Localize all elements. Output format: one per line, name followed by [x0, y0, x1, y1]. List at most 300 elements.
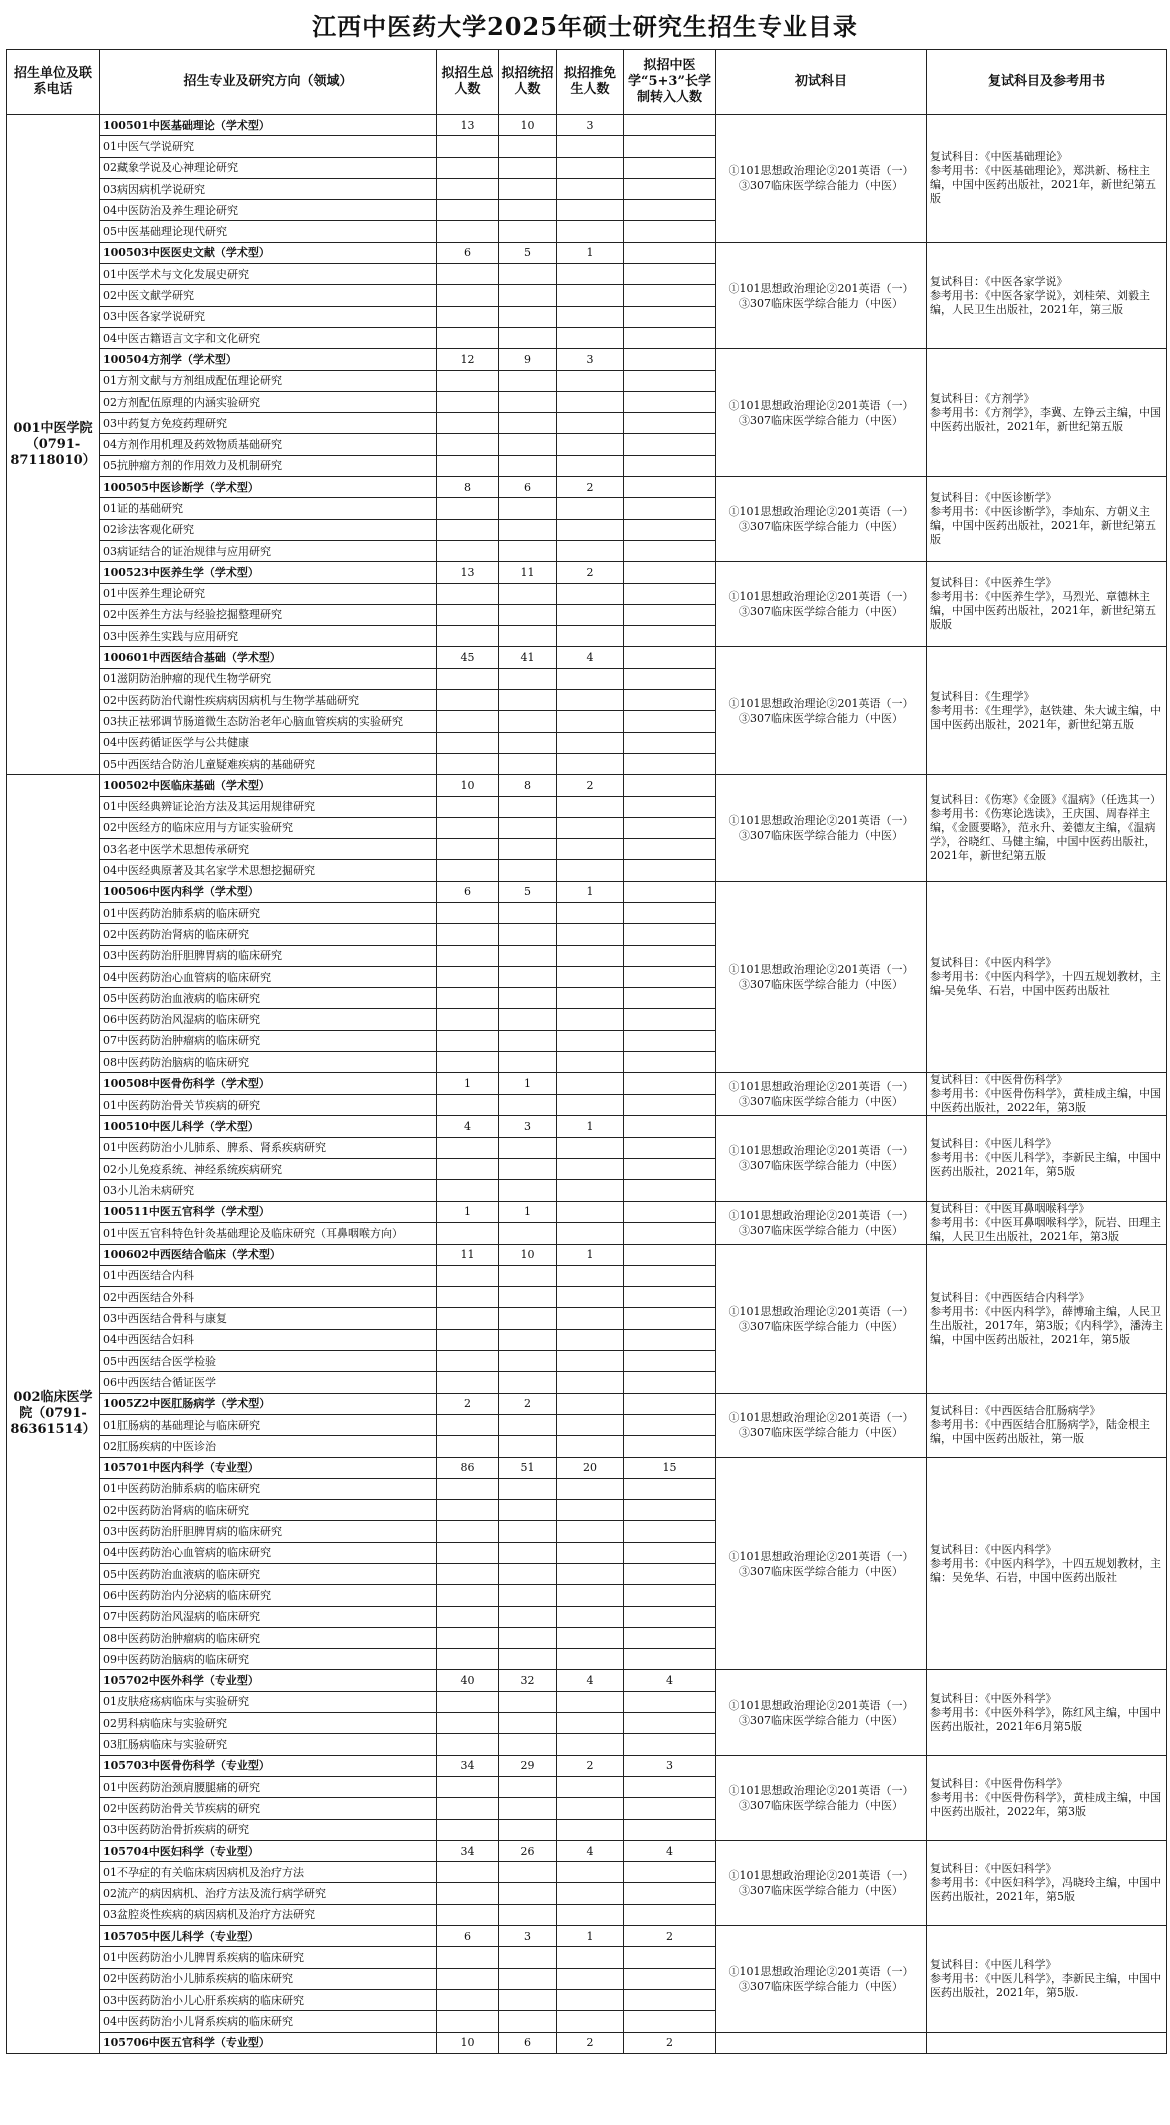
transfer-blank [624, 711, 716, 732]
direction-name: 02中医药防治代谢性疾病病因病机与生物学基础研究 [100, 690, 437, 711]
exempt-blank [557, 136, 624, 157]
direction-name: 04中医古籍语言文字和文化研究 [100, 327, 437, 348]
direction-name: 01中医学术与文化发展史研究 [100, 264, 437, 285]
exempt-blank [557, 498, 624, 519]
exam2-cell: 复试科目：《中医骨伤科学》 参考用书：《中医骨伤科学》，黄桂成主编，中国中医药出版社，2022年，第3版 [927, 1073, 1167, 1116]
direction-name: 03中医药防治小儿心肝系疾病的临床研究 [100, 1989, 437, 2010]
exempt-count [557, 1393, 624, 1414]
unified-count: 1 [499, 1073, 557, 1095]
transfer-blank [624, 285, 716, 306]
direction-name: 03中医药防治骨折疾病的研究 [100, 1819, 437, 1840]
program-row [7, 775, 1167, 796]
direction-name: 05中医药防治血液病的临床研究 [100, 1564, 437, 1585]
transfer-blank [624, 200, 716, 221]
direction-name: 04中医药防治小儿肾系疾病的临床研究 [100, 2011, 437, 2032]
program-row [7, 242, 1167, 263]
direction-name: 08中医药防治肿瘤病的临床研究 [100, 1627, 437, 1648]
transfer-blank [624, 1351, 716, 1372]
transfer-count [624, 242, 716, 263]
transfer-blank [624, 1137, 716, 1158]
unified-blank [499, 1500, 557, 1521]
transfer-blank [624, 753, 716, 774]
transfer-count: 15 [624, 1457, 716, 1478]
exam1-cell: ①101思想政治理论②201英语（一）③307临床医学综合能力（中医） [716, 1201, 927, 1244]
direction-name: 03病证结合的证治规律与应用研究 [100, 540, 437, 561]
unified-blank [499, 136, 557, 157]
total-count: 40 [437, 1670, 499, 1691]
total-blank [437, 796, 499, 817]
header-unit: 招生单位及联系电话 [7, 50, 100, 115]
exempt-blank [557, 626, 624, 647]
transfer-blank [624, 1094, 716, 1116]
total-count: 86 [437, 1457, 499, 1478]
direction-name: 02藏象学说及心神理论研究 [100, 157, 437, 178]
exam2-cell: 复试科目：《中西医结合内科学》 参考用书：《中医内科学》，薛博瑜主编，人民卫生出版社，2017年，第3版；《内科学》，潘涛主编，中国中医药出版社，2021年，第5版 [927, 1244, 1167, 1393]
total-blank [437, 1052, 499, 1073]
unified-blank [499, 796, 557, 817]
program-name: 100508中医骨伤科学（学术型） [100, 1073, 437, 1095]
exempt-blank [557, 2011, 624, 2032]
total-blank [437, 264, 499, 285]
transfer-blank [624, 796, 716, 817]
direction-name: 01中医药防治肺系病的临床研究 [100, 1478, 437, 1499]
transfer-blank [624, 945, 716, 966]
transfer-blank [624, 732, 716, 753]
unified-count: 6 [499, 2032, 557, 2053]
direction-name: 05中医药防治血液病的临床研究 [100, 988, 437, 1009]
unified-blank [499, 1904, 557, 1925]
unified-count: 8 [499, 775, 557, 796]
header-exam2: 复试科目及参考用书 [927, 50, 1167, 115]
exam1-cell: ①101思想政治理论②201英语（一）③307临床医学综合能力（中医） [716, 1457, 927, 1670]
exempt-blank [557, 391, 624, 412]
unified-blank [499, 966, 557, 987]
total-blank [437, 988, 499, 1009]
direction-name: 01中医药防治骨关节疾病的研究 [100, 1094, 437, 1116]
unified-blank [499, 753, 557, 774]
exempt-blank [557, 1223, 624, 1245]
total-blank [437, 1734, 499, 1755]
direction-name: 04中医经典原著及其名家学术思想挖掘研究 [100, 860, 437, 881]
transfer-blank [624, 1968, 716, 1989]
program-name: 105704中医妇科学（专业型） [100, 1840, 437, 1861]
total-count: 13 [437, 562, 499, 583]
exempt-blank [557, 1606, 624, 1627]
total-blank [437, 306, 499, 327]
program-name: 100505中医诊断学（学术型） [100, 477, 437, 498]
exam1-cell: ①101思想政治理论②201英语（一）③307临床医学综合能力（中医） [716, 349, 927, 477]
total-blank [437, 1564, 499, 1585]
transfer-blank [624, 860, 716, 881]
transfer-blank [624, 1947, 716, 1968]
total-blank [437, 434, 499, 455]
exempt-blank [557, 732, 624, 753]
exam2-cell: 复试科目：《生理学》 参考用书：《生理学》，赵铁建、朱大诚主编，中国中医药出版社，2021年，新世纪第五版 [927, 647, 1167, 775]
total-blank [437, 1606, 499, 1627]
exempt-count: 1 [557, 242, 624, 263]
header-row [7, 50, 1167, 115]
exam1-cell: ①101思想政治理论②201英语（一）③307临床医学综合能力（中医） [716, 775, 927, 881]
total-blank [437, 1713, 499, 1734]
header-transfer: 拟招中医学“5+3”长学制转入人数 [624, 50, 716, 115]
program-name: 105702中医外科学（专业型） [100, 1670, 437, 1691]
exempt-blank [557, 221, 624, 242]
program-row [7, 115, 1167, 136]
total-blank [437, 1585, 499, 1606]
exam1-cell: ①101思想政治理论②201英语（一）③307临床医学综合能力（中医） [716, 1755, 927, 1840]
total-blank [437, 2011, 499, 2032]
exempt-blank [557, 1585, 624, 1606]
exam1-cell: ①101思想政治理论②201英语（一）③307临床医学综合能力（中医） [716, 1073, 927, 1116]
exam2-cell: 复试科目：《中医养生学》 参考用书：《中医养生学》，马烈光、章德林主编，中国中医药出版社，2021年，新世纪第五版版 [927, 562, 1167, 647]
total-count: 6 [437, 1926, 499, 1947]
transfer-blank [624, 1585, 716, 1606]
total-blank [437, 157, 499, 178]
transfer-blank [624, 434, 716, 455]
exempt-blank [557, 1052, 624, 1073]
unified-blank [499, 1137, 557, 1158]
transfer-count: 4 [624, 1840, 716, 1861]
transfer-blank [624, 327, 716, 348]
exam2-cell [927, 2032, 1167, 2053]
total-blank [437, 285, 499, 306]
direction-name: 01中医养生理论研究 [100, 583, 437, 604]
total-blank [437, 1351, 499, 1372]
unified-count: 11 [499, 562, 557, 583]
direction-name: 03中医药防治肝胆脾胃病的临床研究 [100, 945, 437, 966]
exempt-blank [557, 540, 624, 561]
direction-name: 01证的基础研究 [100, 498, 437, 519]
unified-blank [499, 711, 557, 732]
total-blank [437, 1478, 499, 1499]
total-count: 1 [437, 1201, 499, 1223]
unified-blank [499, 306, 557, 327]
total-blank [437, 1862, 499, 1883]
exempt-count: 3 [557, 349, 624, 370]
direction-name: 03名老中医学术思想传承研究 [100, 839, 437, 860]
direction-name: 01中医药防治肺系病的临床研究 [100, 902, 437, 923]
exam1-cell: ①101思想政治理论②201英语（一）③307临床医学综合能力（中医） [716, 881, 927, 1073]
direction-name: 02小儿免疫系统、神经系统疾病研究 [100, 1158, 437, 1179]
unified-blank [499, 1564, 557, 1585]
transfer-blank [624, 902, 716, 923]
direction-name: 02中西医结合外科 [100, 1287, 437, 1308]
total-blank [437, 1287, 499, 1308]
exempt-blank [557, 519, 624, 540]
unified-blank [499, 1542, 557, 1563]
transfer-blank [624, 1798, 716, 1819]
unified-blank [499, 988, 557, 1009]
exam1-cell: ①101思想政治理论②201英语（一）③307临床医学综合能力（中医） [716, 115, 927, 243]
transfer-blank [624, 1500, 716, 1521]
transfer-blank [624, 1649, 716, 1670]
exempt-blank [557, 966, 624, 987]
exempt-count: 2 [557, 775, 624, 796]
total-blank [437, 1947, 499, 1968]
exempt-blank [557, 1265, 624, 1286]
direction-name: 05中西医结合防治儿童疑难疾病的基础研究 [100, 753, 437, 774]
unified-count: 29 [499, 1755, 557, 1776]
unified-blank [499, 626, 557, 647]
transfer-count [624, 1073, 716, 1095]
unified-blank [499, 1308, 557, 1329]
exempt-blank [557, 1862, 624, 1883]
transfer-blank [624, 1158, 716, 1179]
direction-name: 01不孕症的有关临床病因病机及治疗方法 [100, 1862, 437, 1883]
exempt-count: 1 [557, 1244, 624, 1265]
transfer-blank [624, 391, 716, 412]
total-count: 6 [437, 242, 499, 263]
exempt-blank [557, 1819, 624, 1840]
exempt-blank [557, 1798, 624, 1819]
transfer-blank [624, 1052, 716, 1073]
transfer-blank [624, 1776, 716, 1797]
total-blank [437, 540, 499, 561]
exam2-cell: 复试科目：《中医内科学》 参考用书：《中医内科学》，十四五规划教材，主编：吴免华、石岩，中国中医药出版社 [927, 1457, 1167, 1670]
transfer-blank [624, 1287, 716, 1308]
unified-count: 1 [499, 1201, 557, 1223]
exempt-blank [557, 1968, 624, 1989]
direction-name: 03中药复方免疫药理研究 [100, 413, 437, 434]
exempt-blank [557, 1691, 624, 1712]
exempt-count [557, 1201, 624, 1223]
total-blank [437, 1819, 499, 1840]
total-blank [437, 1329, 499, 1350]
direction-name: 03中医养生实践与应用研究 [100, 626, 437, 647]
exempt-count: 20 [557, 1457, 624, 1478]
exempt-count: 4 [557, 1670, 624, 1691]
exempt-blank [557, 902, 624, 923]
program-name: 105703中医骨伤科学（专业型） [100, 1755, 437, 1776]
exempt-count: 2 [557, 2032, 624, 2053]
total-blank [437, 690, 499, 711]
exempt-blank [557, 1478, 624, 1499]
transfer-blank [624, 1734, 716, 1755]
unified-blank [499, 1436, 557, 1457]
total-count: 45 [437, 647, 499, 668]
exam2-cell: 复试科目：《中医儿科学》 参考用书：《中医儿科学》，李新民主编，中国中医药出版社，2021年，第5版. [927, 1926, 1167, 2032]
exempt-blank [557, 413, 624, 434]
unified-blank [499, 285, 557, 306]
unified-count: 9 [499, 349, 557, 370]
exempt-blank [557, 1521, 624, 1542]
unified-blank [499, 157, 557, 178]
transfer-blank [624, 1478, 716, 1499]
direction-name: 03病因病机学说研究 [100, 178, 437, 199]
exempt-blank [557, 753, 624, 774]
exempt-blank [557, 924, 624, 945]
transfer-blank [624, 136, 716, 157]
total-blank [437, 391, 499, 412]
program-row [7, 1457, 1167, 1478]
unified-blank [499, 1649, 557, 1670]
transfer-blank [624, 604, 716, 625]
exempt-blank [557, 1094, 624, 1116]
total-blank [437, 200, 499, 221]
unified-blank [499, 1989, 557, 2010]
total-count: 11 [437, 1244, 499, 1265]
exam2-cell: 复试科目：《中医妇科学》 参考用书：《中医妇科学》，冯晓玲主编，中国中医药出版社，2021年，第5版 [927, 1840, 1167, 1925]
exam2-cell: 复试科目：《中医儿科学》 参考用书：《中医儿科学》，李新民主编，中国中医药出版社，2021年，第5版 [927, 1116, 1167, 1201]
transfer-blank [624, 690, 716, 711]
direction-name: 01中医五官科特色针灸基础理论及临床研究（耳鼻咽喉方向） [100, 1223, 437, 1245]
program-name: 100523中医养生学（学术型） [100, 562, 437, 583]
exam1-cell: ①101思想政治理论②201英语（一）③307临床医学综合能力（中医） [716, 1926, 927, 2032]
total-count: 12 [437, 349, 499, 370]
total-blank [437, 1436, 499, 1457]
transfer-blank [624, 924, 716, 945]
exempt-count: 4 [557, 647, 624, 668]
total-blank [437, 1968, 499, 1989]
transfer-blank [624, 626, 716, 647]
unified-blank [499, 434, 557, 455]
total-count: 13 [437, 115, 499, 136]
exam2-cell: 复试科目：《中医耳鼻咽喉科学》 参考用书：《中医耳鼻咽喉科学》，阮岩、田理主编，人民卫生出版社，2021年，第3版 [927, 1201, 1167, 1244]
unified-blank [499, 924, 557, 945]
transfer-blank [624, 988, 716, 1009]
total-blank [437, 583, 499, 604]
direction-name: 01中医药防治小儿肺系、脾系、肾系疾病研究 [100, 1137, 437, 1158]
direction-name: 02中医经方的临床应用与方证实验研究 [100, 817, 437, 838]
exempt-blank [557, 1627, 624, 1648]
unified-count: 6 [499, 477, 557, 498]
total-blank [437, 1989, 499, 2010]
program-row [7, 881, 1167, 902]
total-blank [437, 1265, 499, 1286]
direction-name: 08中医药防治脑病的临床研究 [100, 1052, 437, 1073]
direction-name: 04中医防治及养生理论研究 [100, 200, 437, 221]
exam1-cell: ①101思想政治理论②201英语（一）③307临床医学综合能力（中医） [716, 1116, 927, 1201]
transfer-count [624, 647, 716, 668]
total-blank [437, 1798, 499, 1819]
transfer-blank [624, 1627, 716, 1648]
total-blank [437, 1904, 499, 1925]
exempt-blank [557, 1329, 624, 1350]
program-name: 100501中医基础理论（学术型） [100, 115, 437, 136]
transfer-blank [624, 455, 716, 476]
unified-blank [499, 1713, 557, 1734]
header-major: 招生专业及研究方向（领域） [100, 50, 437, 115]
exempt-blank [557, 264, 624, 285]
transfer-blank [624, 817, 716, 838]
program-name: 100601中西医结合基础（学术型） [100, 647, 437, 668]
exempt-blank [557, 860, 624, 881]
unified-blank [499, 1968, 557, 1989]
exam2-cell: 复试科目：《中医内科学》 参考用书：《中医内科学》，十四五规划教材，主编-吴免华、石岩，中国中医药出版社 [927, 881, 1167, 1073]
program-row [7, 1755, 1167, 1776]
transfer-blank [624, 966, 716, 987]
direction-name: 09中医药防治脑病的临床研究 [100, 1649, 437, 1670]
transfer-blank [624, 1564, 716, 1585]
total-blank [437, 1500, 499, 1521]
total-blank [437, 1521, 499, 1542]
unified-blank [499, 1009, 557, 1030]
program-name: 100502中医临床基础（学术型） [100, 775, 437, 796]
total-blank [437, 370, 499, 391]
exempt-count: 4 [557, 1840, 624, 1861]
transfer-blank [624, 1989, 716, 2010]
transfer-blank [624, 157, 716, 178]
unified-blank [499, 583, 557, 604]
unified-count: 5 [499, 881, 557, 902]
total-count: 10 [437, 2032, 499, 2053]
program-row [7, 1073, 1167, 1095]
exam2-cell: 复试科目：《中医基础理论》 参考用书：《中医基础理论》，郑洪新、杨柱主编，中国中医药出版社，2021年，新世纪第五版 [927, 115, 1167, 243]
program-row [7, 1393, 1167, 1414]
exempt-blank [557, 1030, 624, 1051]
total-blank [437, 1094, 499, 1116]
unified-blank [499, 732, 557, 753]
direction-name: 01肛肠病的基础理论与临床研究 [100, 1414, 437, 1435]
unified-blank [499, 1158, 557, 1179]
unified-blank [499, 221, 557, 242]
unified-blank [499, 1947, 557, 1968]
exempt-blank [557, 370, 624, 391]
total-blank [437, 1414, 499, 1435]
direction-name: 02方剂配伍原理的内涵实验研究 [100, 391, 437, 412]
direction-name: 05抗肿瘤方剂的作用效力及机制研究 [100, 455, 437, 476]
total-blank [437, 498, 499, 519]
program-row [7, 1244, 1167, 1265]
exempt-blank [557, 1414, 624, 1435]
total-blank [437, 327, 499, 348]
exam1-cell [716, 2032, 927, 2053]
exam1-cell: ①101思想政治理论②201英语（一）③307临床医学综合能力（中医） [716, 647, 927, 775]
transfer-count [624, 115, 716, 136]
transfer-blank [624, 1606, 716, 1627]
exempt-blank [557, 178, 624, 199]
transfer-count [624, 1201, 716, 1223]
unified-blank [499, 1606, 557, 1627]
total-blank [437, 1158, 499, 1179]
exempt-count: 1 [557, 1116, 624, 1137]
transfer-count [624, 881, 716, 902]
total-blank [437, 668, 499, 689]
exempt-blank [557, 1564, 624, 1585]
unified-blank [499, 1329, 557, 1350]
exempt-count: 2 [557, 562, 624, 583]
program-row [7, 2032, 1167, 2053]
unified-count: 5 [499, 242, 557, 263]
total-blank [437, 732, 499, 753]
transfer-blank [624, 413, 716, 434]
total-blank [437, 626, 499, 647]
program-row [7, 1201, 1167, 1223]
direction-name: 01方剂文献与方剂组成配伍理论研究 [100, 370, 437, 391]
direction-name: 07中医药防治肿瘤病的临床研究 [100, 1030, 437, 1051]
exempt-blank [557, 455, 624, 476]
unified-count: 3 [499, 1116, 557, 1137]
transfer-blank [624, 1414, 716, 1435]
direction-name: 05中医基础理论现代研究 [100, 221, 437, 242]
transfer-count: 2 [624, 1926, 716, 1947]
program-row [7, 1116, 1167, 1137]
total-blank [437, 455, 499, 476]
exempt-blank [557, 327, 624, 348]
total-blank [437, 136, 499, 157]
total-blank [437, 1691, 499, 1712]
direction-name: 04中西医结合妇科 [100, 1329, 437, 1350]
program-name: 105701中医内科学（专业型） [100, 1457, 437, 1478]
unified-blank [499, 817, 557, 838]
exempt-blank [557, 1904, 624, 1925]
unified-blank [499, 1372, 557, 1393]
total-blank [437, 604, 499, 625]
total-count: 2 [437, 1393, 499, 1414]
exempt-blank [557, 945, 624, 966]
unified-count: 10 [499, 1244, 557, 1265]
unified-blank [499, 1798, 557, 1819]
